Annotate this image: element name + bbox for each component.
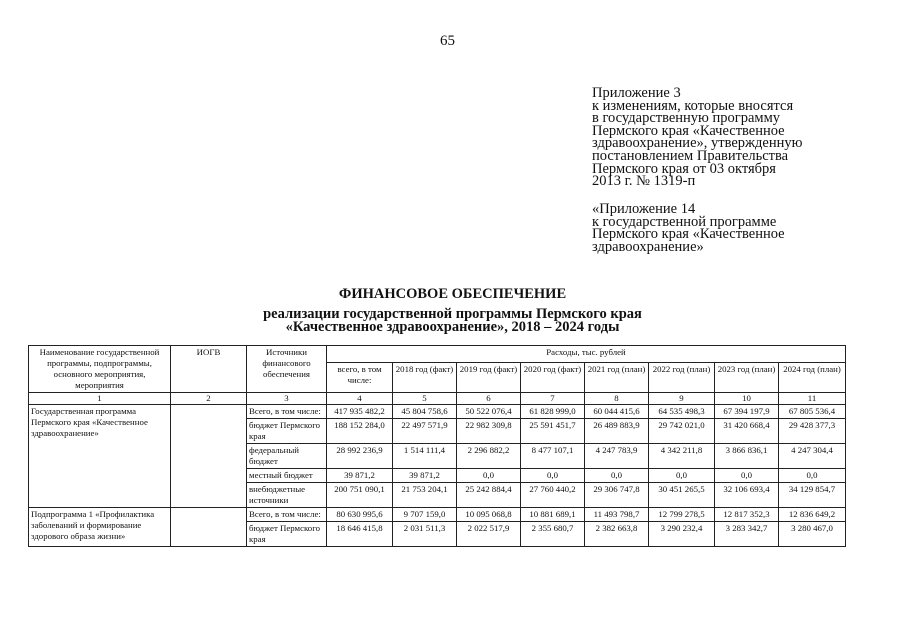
appendix-line: Пермского края «Качественное [592, 122, 785, 139]
column-index-row [29, 393, 846, 405]
value-cell: 28 992 236,9 [327, 444, 393, 469]
value-cell: 10 095 068,8 [457, 508, 521, 522]
column-index: 9 [649, 393, 715, 405]
value-cell: 29 428 377,3 [779, 419, 846, 444]
subprogram-name: Подпрограмма 1 «Профилактика заболеваний и формирование здорового образа жизни» [29, 508, 171, 547]
document-subtitle: реализации государственной программы Пермского края [263, 306, 642, 322]
value-cell: 0,0 [585, 469, 649, 483]
column-index: 1 [29, 393, 171, 405]
value-cell: 26 489 883,9 [585, 419, 649, 444]
appendix-line: Приложение 3 [592, 85, 681, 101]
value-cell: 80 630 995,6 [327, 508, 393, 522]
table-row [29, 405, 846, 419]
value-cell: 25 242 884,4 [457, 483, 521, 508]
value-cell: 0,0 [779, 469, 846, 483]
source-cell: внебюджетные источники [247, 483, 327, 508]
value-cell: 18 646 415,8 [327, 522, 393, 547]
value-cell: 30 451 265,5 [649, 483, 715, 508]
header-2024: 2024 год (план) [779, 362, 846, 392]
appendix-line: к изменениям, которые вносятся [592, 97, 794, 114]
appendix-line: Пермского края «Качественное [592, 226, 785, 243]
header-iogv: ИОГВ [171, 346, 247, 393]
value-cell: 2 382 663,8 [585, 522, 649, 547]
appendix-line: здравоохранение» [592, 238, 704, 255]
document-title: ФИНАНСОВОЕ ОБЕСПЕЧЕНИЕ [338, 286, 567, 302]
value-cell: 22 497 571,9 [393, 419, 457, 444]
column-index: 6 [457, 393, 521, 405]
header-2023: 2023 год (план) [715, 362, 779, 392]
header-2020: 2020 год (факт) [521, 362, 585, 392]
value-cell: 2 296 882,2 [457, 444, 521, 469]
value-cell: 4 247 783,9 [585, 444, 649, 469]
value-cell: 12 836 649,2 [779, 508, 846, 522]
appendix-line: постановлением Правительства [592, 147, 789, 164]
value-cell: 8 477 107,1 [521, 444, 585, 469]
source-cell: Всего, в том числе: [247, 405, 327, 419]
value-cell: 27 760 440,2 [521, 483, 585, 508]
header-2019: 2019 год (факт) [457, 362, 521, 392]
value-cell: 61 828 999,0 [521, 405, 585, 419]
table-row [29, 508, 846, 522]
source-cell: местный бюджет [247, 469, 327, 483]
appendix-line: Пермского края от 03 октября [592, 160, 776, 177]
header-2021: 2021 год (план) [585, 362, 649, 392]
value-cell: 3 290 232,4 [649, 522, 715, 547]
value-cell: 3 280 467,0 [779, 522, 846, 547]
value-cell: 9 707 159,0 [393, 508, 457, 522]
value-cell: 12 799 278,5 [649, 508, 715, 522]
value-cell: 4 247 304,4 [779, 444, 846, 469]
source-cell: Всего, в том числе: [247, 508, 327, 522]
source-cell: федеральный бюджет [247, 444, 327, 469]
financing-table [28, 345, 846, 547]
value-cell: 60 044 415,6 [585, 405, 649, 419]
appendix-note [592, 87, 802, 188]
value-cell: 1 514 111,4 [393, 444, 457, 469]
value-cell: 39 871,2 [327, 469, 393, 483]
value-cell: 4 342 211,8 [649, 444, 715, 469]
value-cell: 22 982 309,8 [457, 419, 521, 444]
column-index: 3 [247, 393, 327, 405]
value-cell: 50 522 076,4 [457, 405, 521, 419]
program-iogv [171, 405, 247, 508]
value-cell: 2 355 680,7 [521, 522, 585, 547]
header-source: Источники финансового обеспечения [247, 346, 327, 393]
value-cell: 0,0 [715, 469, 779, 483]
column-index: 4 [327, 393, 393, 405]
appendix-line: в государственную программу [592, 110, 781, 127]
column-index: 2 [171, 393, 247, 405]
value-cell: 3 283 342,7 [715, 522, 779, 547]
source-cell: бюджет Пермского края [247, 419, 327, 444]
value-cell: 417 935 482,2 [327, 405, 393, 419]
value-cell: 25 591 451,7 [521, 419, 585, 444]
value-cell: 0,0 [649, 469, 715, 483]
value-cell: 21 753 204,1 [393, 483, 457, 508]
value-cell: 31 420 668,4 [715, 419, 779, 444]
program-name: Государственная программа Пермского края «Качественное здравоохранение» [29, 405, 171, 508]
document-subtitle-line: «Качественное здравоохранение», 2018 – 2024 годы [285, 319, 620, 335]
value-cell: 12 817 352,3 [715, 508, 779, 522]
value-cell: 67 394 197,9 [715, 405, 779, 419]
source-cell: бюджет Пермского края [247, 522, 327, 547]
value-cell: 67 805 536,4 [779, 405, 846, 419]
appendix-14-note [592, 203, 785, 253]
value-cell: 2 031 511,3 [393, 522, 457, 547]
value-cell: 34 129 854,7 [779, 483, 846, 508]
header-total: всего, в том числе: [327, 362, 393, 392]
appendix-line: к государственной программе [592, 213, 777, 230]
value-cell: 200 751 090,1 [327, 483, 393, 508]
appendix-line: здравоохранение», утвержденную [592, 135, 803, 152]
value-cell: 39 871,2 [393, 469, 457, 483]
value-cell: 29 306 747,8 [585, 483, 649, 508]
value-cell: 11 493 798,7 [585, 508, 649, 522]
subprogram-iogv [171, 508, 247, 547]
appendix-line: 2013 г. № 1319-п [592, 173, 696, 190]
header-name: Наименование государственной программы, подпрограммы, основного мероприятия, мероприятия [29, 346, 171, 393]
value-cell: 32 106 693,4 [715, 483, 779, 508]
header-2022: 2022 год (план) [649, 362, 715, 392]
value-cell: 0,0 [521, 469, 585, 483]
column-index: 11 [779, 393, 846, 405]
header-2018: 2018 год (факт) [393, 362, 457, 392]
page-number: 65 [440, 33, 455, 49]
value-cell: 0,0 [457, 469, 521, 483]
column-index: 5 [393, 393, 457, 405]
value-cell: 64 535 498,3 [649, 405, 715, 419]
value-cell: 29 742 021,0 [649, 419, 715, 444]
value-cell: 188 152 284,0 [327, 419, 393, 444]
appendix-line: «Приложение 14 [592, 201, 696, 217]
value-cell: 45 804 758,6 [393, 405, 457, 419]
column-index: 10 [715, 393, 779, 405]
column-index: 8 [585, 393, 649, 405]
header-expenses: Расходы, тыс. рублей [327, 346, 846, 363]
column-index: 7 [521, 393, 585, 405]
value-cell: 2 022 517,9 [457, 522, 521, 547]
value-cell: 3 866 836,1 [715, 444, 779, 469]
value-cell: 10 881 689,1 [521, 508, 585, 522]
